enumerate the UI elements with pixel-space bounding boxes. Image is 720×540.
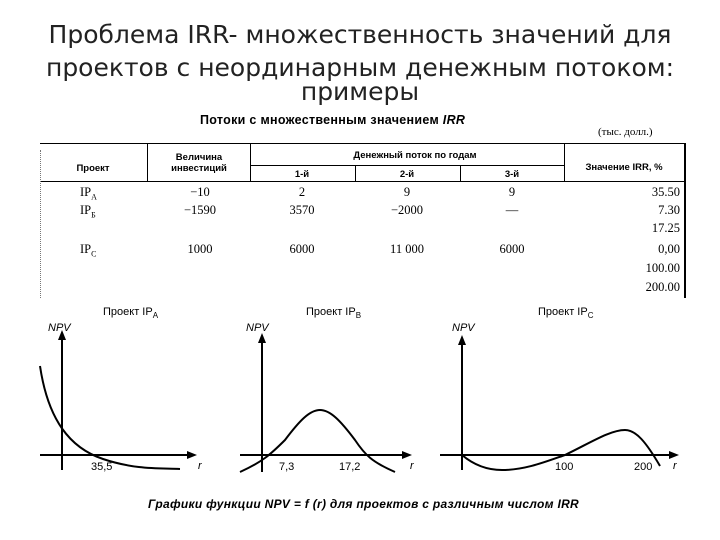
row-a-irr: 35.50 [651, 185, 680, 199]
table-title-em: IRR [442, 113, 466, 127]
row-c-year-1: 6000 [289, 242, 315, 256]
slide-title-line-3: примеры [300, 77, 420, 106]
chart-a-x-arrow [187, 451, 197, 459]
row-b-irr-2: 17.25 [651, 221, 680, 235]
chart-c-y-arrow [458, 335, 466, 345]
header-investment: Величина инвестиций [171, 152, 227, 174]
chart-b-ylabel: NPV [246, 322, 269, 334]
chart-b-y-arrow [258, 333, 266, 343]
chart-b-tick: 7,3 [279, 461, 295, 473]
row-b-year-2: −2000 [390, 203, 424, 217]
chart-c-tick: 100 [555, 461, 574, 473]
header-cashflow: Денежный поток по годам [353, 150, 477, 161]
chart-a-ylabel: NPV [48, 322, 71, 334]
chart-b-x-arrow [402, 451, 412, 459]
row-c-irr-3: 200.00 [645, 280, 680, 294]
row-a-year-3: 9 [508, 185, 516, 199]
row-c-year-3: 6000 [499, 242, 525, 256]
row-a-investment: −10 [190, 185, 210, 199]
table-title: Потоки с множественным значением IRR [200, 113, 466, 127]
chart-c [440, 335, 679, 470]
chart-a-title: Проект $IP_A$ [103, 306, 159, 321]
chart-c-xlabel: r [673, 460, 677, 472]
chart-c-tick: 200 [634, 461, 653, 473]
row-b-irr-1: 7.30 [658, 203, 680, 217]
row-b-year-1: 3570 [289, 203, 315, 217]
header-project: Проект [76, 163, 110, 174]
chart-b-xlabel: r [410, 460, 414, 472]
chart-a [40, 330, 197, 470]
header-year-1: 1-й [294, 169, 310, 180]
chart-b-curve [240, 410, 395, 472]
row-b-investment: −1590 [183, 203, 217, 217]
chart-b-title: Проект $IP_B$ [306, 306, 362, 321]
row-a-project: $IP_A$ [80, 185, 97, 202]
row-c-irr-2: 100.00 [645, 261, 680, 275]
slide-title-line-2: проектов с неординарным денежным потоком: [45, 53, 675, 82]
table-units: (тыс. долл.) [598, 126, 653, 138]
figure-caption: Графики функции NPV = f (r) для проектов с различным числом IRR [148, 497, 580, 511]
row-c-investment: 1000 [187, 242, 213, 256]
slide-title-line-1: Проблема IRR- множественность значений для [48, 20, 672, 49]
chart-b [240, 333, 412, 472]
chart-a-tick: 35,5 [91, 461, 113, 473]
row-a-year-2: 9 [403, 185, 411, 199]
row-c-year-2: 11 000 [390, 242, 424, 256]
header-year-2: 2-й [399, 169, 415, 180]
chart-b-tick: 17,2 [339, 461, 361, 473]
header-year-3: 3-й [504, 169, 520, 180]
chart-c-ylabel: NPV [452, 322, 475, 334]
row-c-project: $IP_C$ [80, 242, 97, 259]
row-a-year-1: 2 [298, 185, 306, 199]
chart-a-xlabel: r [198, 460, 202, 472]
header-irr: Значение IRR, % [585, 162, 663, 173]
row-b-year-3: — [505, 203, 519, 217]
chart-c-title: Проект $IP_C$ [538, 306, 594, 321]
chart-c-x-arrow [669, 451, 679, 459]
row-c-irr-1: 0,00 [658, 242, 680, 256]
row-b-project: $IP_Б$ [80, 203, 96, 220]
